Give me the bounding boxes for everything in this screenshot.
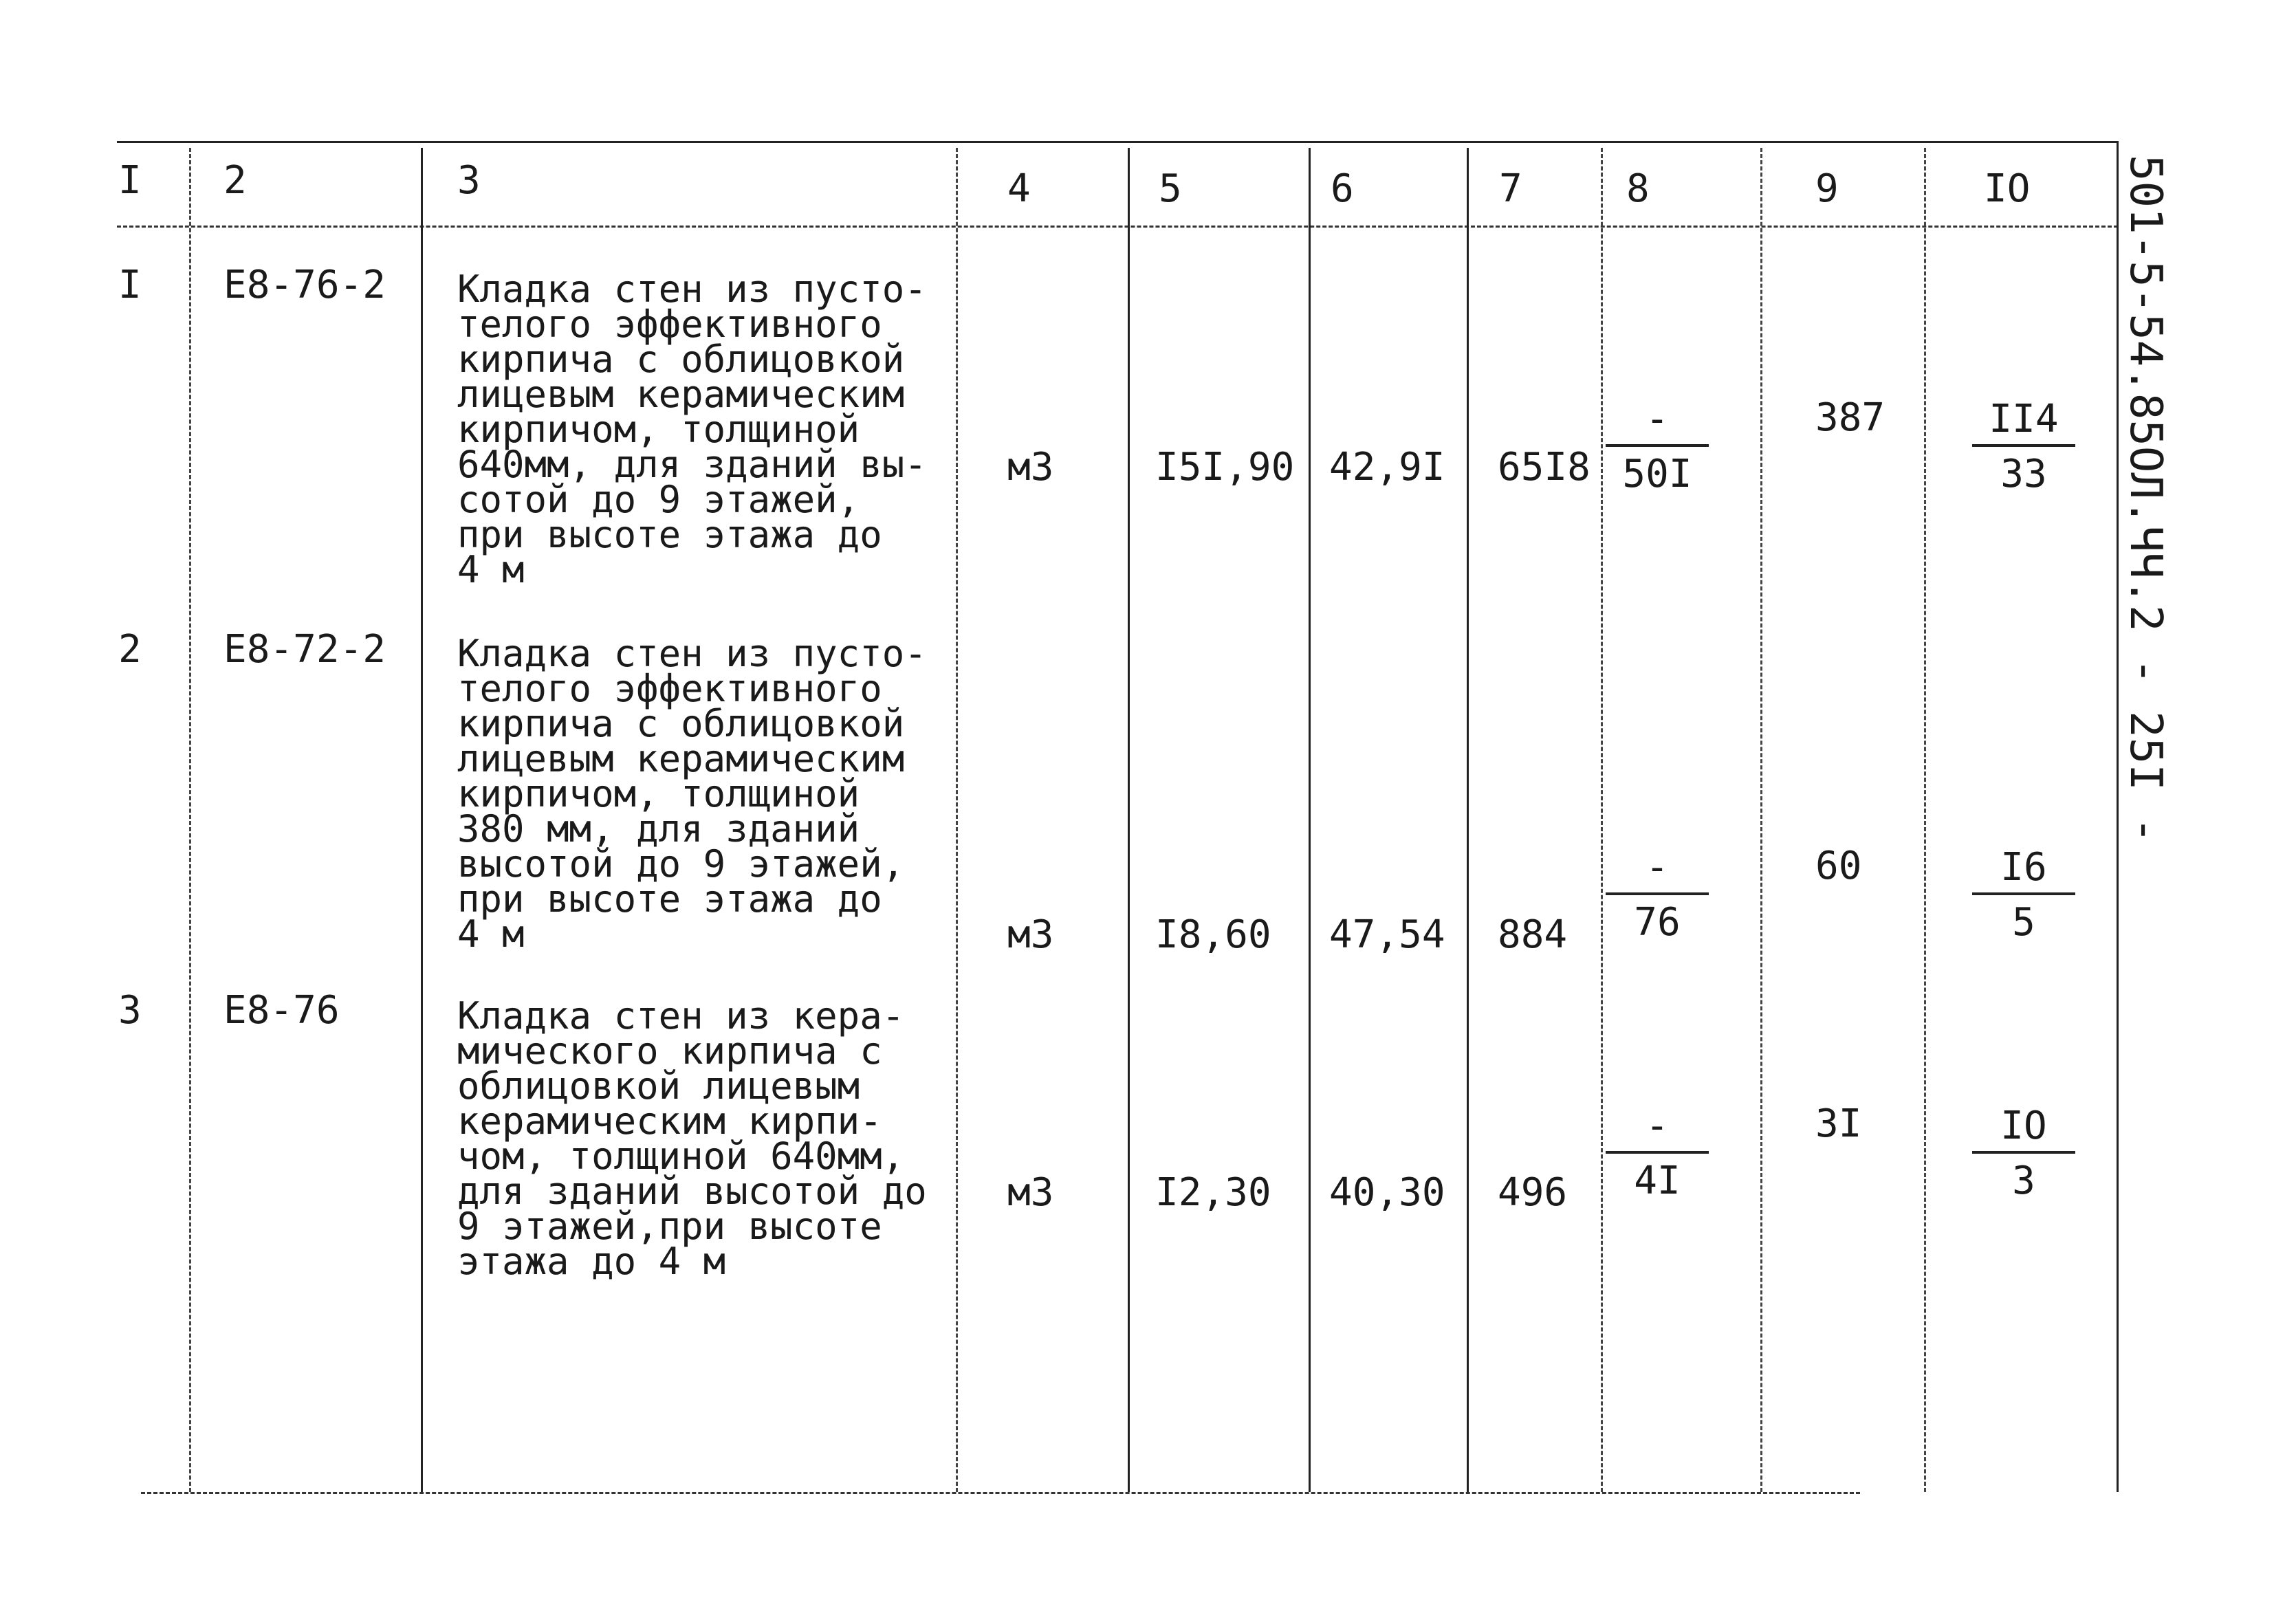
column-header: 8: [1626, 166, 1650, 211]
col10-numerator: I6: [2000, 845, 2047, 890]
col10-denominator: 5: [2012, 900, 2035, 945]
work-description: Кладка стен из пусто- телого эффективного кирпича с облицовкой лицевым керамическим кирпичом, толщиной 640мм, для зданий вы- сотой до 9 этажей, при высоте этажа до 4 м: [457, 267, 927, 591]
fraction-bar: [1972, 444, 2075, 447]
col9-value: 387: [1815, 395, 1885, 440]
column-divider: [1601, 148, 1603, 1492]
column-divider: [1760, 148, 1762, 1492]
col8-fraction: [1606, 847, 1709, 943]
column-header: 5: [1159, 166, 1182, 211]
column-header: I: [118, 158, 142, 203]
col8-denominator: 76: [1634, 900, 1681, 945]
unit: м3: [1007, 912, 1054, 957]
col10-fraction: [1972, 1106, 2075, 1202]
col10-fraction: [1972, 847, 2075, 943]
col8-denominator: 50I: [1622, 452, 1692, 496]
unit: м3: [1007, 1170, 1054, 1215]
col8-numerator: -: [1646, 397, 1669, 441]
column-divider: [189, 148, 191, 1492]
column-divider: [956, 148, 958, 1492]
column-header: IO: [1984, 166, 2031, 211]
work-description: Кладка стен из кера- мического кирпича с облицовкой лицевым керамическим кирпи- чом, толщиной 640мм, для зданий высотой до 9 этажей,при высоте этажа до 4 м: [457, 994, 927, 1283]
column-header: 9: [1815, 166, 1839, 211]
work-description: Кладка стен из пусто- телого эффективного кирпича с облицовкой лицевым керамическим кирпичом, толщиной 380 мм, для зданий высотой до 9 этажей, при высоте этажа до 4 м: [457, 632, 927, 956]
col10-denominator: 3: [2012, 1159, 2035, 1203]
column-header: 3: [457, 158, 481, 203]
total-cost: 65I8: [1498, 445, 1590, 490]
column-header: 4: [1007, 166, 1031, 211]
total-cost: 496: [1498, 1170, 1568, 1215]
table-top-rule: [117, 141, 2118, 143]
column-divider: [1924, 148, 1926, 1492]
header-bottom-rule: [117, 226, 2118, 228]
col9-value: 3I: [1815, 1101, 1862, 1146]
document-code-text: 501-5-54.85ОЛ.ЧЧ.2 - 25I -: [2120, 155, 2171, 844]
unit-price: 42,9I: [1329, 445, 1445, 490]
col8-denominator: 4I: [1634, 1159, 1681, 1203]
quantity: I5I,90: [1155, 445, 1295, 490]
rate-code: Е8-76: [223, 988, 340, 1033]
col8-fraction: [1606, 399, 1709, 495]
quantity: I2,30: [1155, 1170, 1271, 1215]
column-header: 2: [223, 158, 247, 203]
unit: м3: [1007, 445, 1054, 490]
col8-numerator: -: [1646, 845, 1669, 890]
col10-numerator: IO: [2000, 1104, 2047, 1148]
table-bottom-rule: [141, 1492, 1860, 1494]
fraction-bar: [1606, 892, 1709, 895]
column-divider: [421, 148, 423, 1492]
column-header: 7: [1499, 166, 1522, 211]
fraction-bar: [1606, 444, 1709, 447]
unit-price: 40,30: [1329, 1170, 1445, 1215]
column-header: 6: [1331, 166, 1354, 211]
col10-fraction: [1972, 399, 2075, 495]
rate-code: Е8-76-2: [223, 263, 386, 307]
unit-price: 47,54: [1329, 912, 1445, 957]
total-cost: 884: [1498, 912, 1568, 957]
col9-value: 60: [1815, 844, 1862, 888]
col8-fraction: [1606, 1106, 1709, 1202]
quantity: I8,60: [1155, 912, 1271, 957]
column-divider: [1309, 148, 1311, 1492]
col10-numerator: II4: [1989, 397, 2059, 441]
row-number: 3: [118, 988, 142, 1033]
col8-numerator: -: [1646, 1104, 1669, 1148]
column-divider: [1128, 148, 1130, 1492]
fraction-bar: [1972, 1151, 2075, 1154]
rate-code: Е8-72-2: [223, 627, 386, 672]
fraction-bar: [1606, 1151, 1709, 1154]
row-number: I: [118, 263, 142, 307]
col10-denominator: 33: [2000, 452, 2047, 496]
document-code-stamp: [2114, 155, 2176, 842]
fraction-bar: [1972, 892, 2075, 895]
row-number: 2: [118, 627, 142, 672]
column-divider: [1467, 148, 1469, 1492]
